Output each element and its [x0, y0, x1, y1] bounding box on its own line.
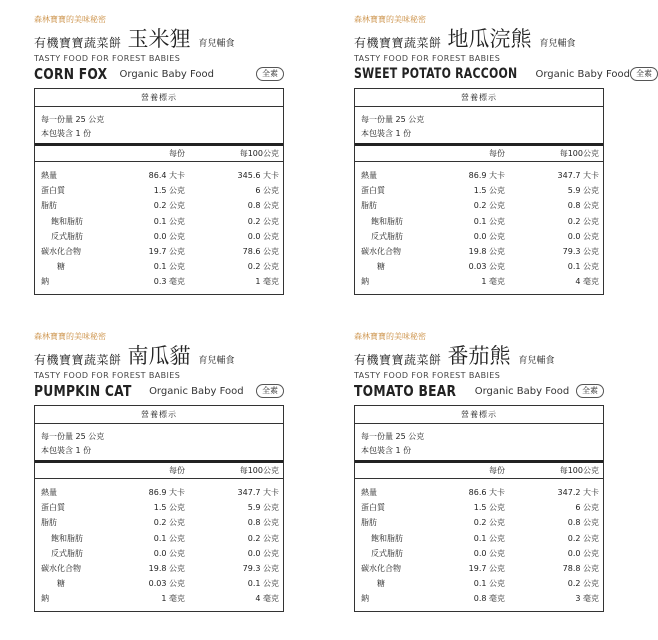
per-100g-value: 0.0 公克 [567, 548, 599, 558]
per-100g-value: 79.3 公克 [562, 246, 599, 256]
per-serving-value: 19.7 公克 [148, 246, 185, 256]
nutrient-name: 蛋白質 [41, 186, 65, 196]
column-header [35, 146, 283, 162]
per-serving-value: 1.5 公克 [473, 186, 505, 196]
per-100g-value: 0.8 公克 [247, 518, 279, 528]
nutrient-row [355, 531, 603, 546]
per-100g-value: 0.0 公克 [247, 548, 279, 558]
nutrient-name: 脂肪 [361, 201, 377, 211]
nutrient-row [355, 214, 603, 229]
tasty-line: TASTY FOOD FOR FOREST BABIES [354, 54, 501, 63]
per-serving-value: 0.03 公克 [468, 262, 505, 272]
nutrient-name: 蛋白質 [41, 503, 65, 513]
per-serving-value: 1 毫克 [161, 594, 185, 604]
servings-per-pack: 本包裝含 1 份 [41, 129, 92, 138]
vegan-badge: 全素 [576, 384, 604, 398]
per-100g-value: 0.0 公克 [567, 231, 599, 241]
nutrition-table [354, 88, 604, 295]
tagline: 森林寶寶的美味秘密 [354, 332, 426, 341]
english-row [34, 64, 284, 84]
nutrient-name: 飽和脂肪 [371, 533, 403, 543]
per-serving-value: 0.2 公克 [473, 201, 505, 211]
column-header [355, 463, 603, 479]
nutrient-name: 碳水化合物 [361, 246, 401, 256]
nutrient-name: 飽和脂肪 [51, 533, 83, 543]
per-serving-value: 0.1 公克 [153, 262, 185, 272]
per-serving-value: 1.5 公克 [153, 503, 185, 513]
nutrition-table [354, 405, 604, 612]
product-panel [34, 14, 284, 295]
nutrient-row [35, 183, 283, 198]
product-panel [354, 14, 652, 295]
serving-size: 每一份量 25 公克 [361, 115, 425, 124]
per-100g-value: 1 毫克 [255, 277, 279, 287]
per-100g-value: 78.6 公克 [242, 246, 279, 256]
nutrient-name: 反式脂肪 [371, 548, 403, 558]
english-name: SWEET POTATO RACCOON [354, 66, 518, 82]
serving-info [35, 424, 283, 460]
title-main: 有機寶寶蔬菜餅 [34, 353, 122, 367]
nutrient-name: 蛋白質 [361, 503, 385, 513]
per-serving-value: 0.0 公克 [473, 231, 505, 241]
per-100g-value: 0.2 公克 [567, 533, 599, 543]
product-name: 玉米狸 [127, 27, 191, 51]
english-name: TOMATO BEAR [354, 382, 457, 400]
title-row [34, 25, 284, 51]
nutrient-row [35, 576, 283, 591]
per-serving-value: 0.0 公克 [473, 548, 505, 558]
nutrient-rows [355, 479, 603, 611]
col-per-100g: 每100公克 [239, 149, 279, 158]
per-serving-value: 0.1 公克 [153, 533, 185, 543]
nutrient-row [35, 531, 283, 546]
title-main: 有機寶寶蔬菜餅 [354, 353, 442, 367]
nutrient-name: 飽和脂肪 [371, 216, 403, 226]
nutrition-title: 營養標示 [355, 89, 603, 107]
vegan-badge: 全素 [256, 384, 284, 398]
per-100g-value: 4 毫克 [255, 594, 279, 604]
nutrient-row [35, 168, 283, 183]
per-serving-value: 86.4 大卡 [148, 171, 185, 180]
per-100g-value: 3 毫克 [575, 594, 599, 604]
per-100g-value: 0.2 公克 [247, 533, 279, 543]
organic-label: Organic Baby Food [149, 385, 244, 397]
col-per-100g: 每100公克 [559, 466, 599, 475]
product-panel [354, 331, 604, 612]
tagline: 森林寶寶的美味秘密 [34, 15, 106, 24]
col-per-serving: 每份 [489, 466, 505, 475]
nutrient-row [355, 576, 603, 591]
per-serving-value: 0.2 公克 [473, 518, 505, 528]
english-name: CORN FOX [34, 65, 108, 83]
per-100g-value: 78.8 公克 [562, 563, 599, 573]
nutrient-name: 碳水化合物 [361, 563, 401, 573]
nutrition-table [34, 405, 284, 612]
per-serving-value: 19.8 公克 [468, 246, 505, 256]
per-serving-value: 1.5 公克 [473, 503, 505, 513]
nutrient-name: 糖 [377, 262, 385, 272]
per-serving-value: 86.9 大卡 [468, 171, 505, 180]
per-100g-value: 0.1 公克 [567, 262, 599, 272]
per-100g-value: 347.2 大卡 [557, 488, 599, 497]
nutrition-title: 營養標示 [35, 406, 283, 424]
nutrient-row [355, 259, 603, 274]
per-100g-value: 79.3 公克 [242, 563, 279, 573]
per-serving-value: 0.1 公克 [473, 216, 505, 226]
servings-per-pack: 本包裝含 1 份 [361, 446, 412, 455]
nutrient-name: 鈉 [41, 277, 49, 287]
per-100g-value: 0.2 公克 [247, 262, 279, 272]
nutrient-row [355, 561, 603, 576]
col-per-serving: 每份 [489, 149, 505, 158]
product-name: 地瓜浣熊 [447, 27, 532, 51]
serving-size: 每一份量 25 公克 [41, 115, 105, 124]
serving-size: 每一份量 25 公克 [361, 432, 425, 441]
per-100g-value: 347.7 大卡 [237, 488, 279, 497]
nutrition-title: 營養標示 [35, 89, 283, 107]
nutrient-row [355, 515, 603, 530]
nutrient-row [355, 274, 603, 289]
per-100g-value: 0.0 公克 [247, 231, 279, 241]
per-100g-value: 0.8 公克 [567, 201, 599, 211]
per-serving-value: 0.0 公克 [153, 548, 185, 558]
per-100g-value: 6 公克 [575, 503, 599, 513]
nutrient-name: 脂肪 [41, 518, 57, 528]
nutrient-name: 反式脂肪 [51, 231, 83, 241]
per-100g-value: 345.6 大卡 [237, 171, 279, 180]
column-header [355, 146, 603, 162]
per-100g-value: 5.9 公克 [567, 186, 599, 196]
serving-info [355, 424, 603, 460]
title-row [354, 342, 604, 368]
product-name: 番茄熊 [447, 344, 511, 368]
nutrient-name: 反式脂肪 [371, 231, 403, 241]
nutrient-row [355, 168, 603, 183]
per-serving-value: 1 毫克 [481, 277, 505, 287]
nutrient-name: 熱量 [361, 488, 377, 497]
tasty-line: TASTY FOOD FOR FOREST BABIES [354, 371, 501, 380]
per-100g-value: 4 毫克 [575, 277, 599, 287]
nutrient-name: 熱量 [41, 488, 57, 497]
nutrient-name: 糖 [57, 262, 65, 272]
nutrient-row [355, 546, 603, 561]
per-100g-value: 347.7 大卡 [557, 171, 599, 180]
per-serving-value: 0.03 公克 [148, 579, 185, 589]
per-serving-value: 0.1 公克 [473, 533, 505, 543]
nutrient-name: 碳水化合物 [41, 246, 81, 256]
tasty-line: TASTY FOOD FOR FOREST BABIES [34, 54, 181, 63]
per-serving-value: 0.1 公克 [473, 579, 505, 589]
nutrient-rows [35, 479, 283, 611]
nutrient-row [35, 198, 283, 213]
nutrition-title: 營養標示 [355, 406, 603, 424]
organic-label: Organic Baby Food [474, 385, 570, 397]
per-serving-value: 0.1 公克 [153, 216, 185, 226]
per-100g-value: 0.2 公克 [567, 579, 599, 589]
nutrient-name: 糖 [57, 579, 65, 589]
nutrient-row [35, 244, 283, 259]
per-serving-value: 19.7 公克 [468, 563, 505, 573]
nutrient-row [35, 229, 283, 244]
col-per-100g: 每100公克 [559, 149, 599, 158]
serving-info [35, 107, 283, 143]
per-100g-value: 6 公克 [255, 186, 279, 196]
servings-per-pack: 本包裝含 1 份 [41, 446, 92, 455]
col-per-100g: 每100公克 [239, 466, 279, 475]
title-row [34, 342, 284, 368]
nutrient-row [35, 561, 283, 576]
nutrition-table [34, 88, 284, 295]
per-serving-value: 0.2 公克 [153, 518, 185, 528]
nutrient-name: 蛋白質 [361, 186, 385, 196]
nutrient-row [35, 546, 283, 561]
nutrient-row [355, 229, 603, 244]
nutrient-name: 鈉 [361, 277, 369, 287]
nutrient-name: 反式脂肪 [51, 548, 83, 558]
nutrient-name: 飽和脂肪 [51, 216, 83, 226]
per-serving-value: 19.8 公克 [148, 563, 185, 573]
nutrient-row [35, 591, 283, 606]
title-main: 有機寶寶蔬菜餅 [354, 36, 442, 50]
nutrient-name: 熱量 [41, 171, 57, 180]
nutrient-row [355, 485, 603, 500]
organic-label: Organic Baby Food [119, 68, 215, 80]
title-main: 有機寶寶蔬菜餅 [34, 36, 122, 50]
nutrient-row [355, 244, 603, 259]
nutrient-row [355, 198, 603, 213]
vegan-badge: 全素 [630, 67, 658, 81]
tasty-line: TASTY FOOD FOR FOREST BABIES [34, 371, 181, 380]
nutrient-row [35, 259, 283, 274]
nutrient-row [355, 183, 603, 198]
product-panel [34, 331, 284, 612]
title-sub: 育兒輔食 [518, 356, 555, 366]
organic-label: Organic Baby Food [535, 68, 630, 80]
serving-info [355, 107, 603, 143]
per-100g-value: 5.9 公克 [247, 503, 279, 513]
english-name: PUMPKIN CAT [34, 382, 132, 400]
per-serving-value: 0.8 毫克 [473, 594, 505, 604]
title-row [354, 25, 604, 51]
english-row [354, 64, 652, 84]
nutrient-name: 脂肪 [41, 201, 57, 211]
title-sub: 育兒輔食 [198, 356, 235, 366]
tagline: 森林寶寶的美味秘密 [34, 332, 106, 341]
nutrient-row [35, 274, 283, 289]
serving-size: 每一份量 25 公克 [41, 432, 105, 441]
english-row [354, 381, 604, 401]
nutrient-row [35, 485, 283, 500]
english-row [34, 381, 284, 401]
tagline: 森林寶寶的美味秘密 [354, 15, 426, 24]
title-sub: 育兒輔食 [198, 39, 235, 49]
per-100g-value: 0.1 公克 [247, 579, 279, 589]
nutrient-name: 鈉 [41, 594, 49, 604]
product-name: 南瓜貓 [127, 344, 191, 368]
nutrient-name: 糖 [377, 579, 385, 589]
per-serving-value: 0.2 公克 [153, 201, 185, 211]
per-100g-value: 0.8 公克 [567, 518, 599, 528]
nutrient-row [35, 214, 283, 229]
per-serving-value: 0.0 公克 [153, 231, 185, 241]
col-per-serving: 每份 [169, 466, 185, 475]
nutrient-row [35, 515, 283, 530]
nutrient-rows [355, 162, 603, 294]
per-serving-value: 86.6 大卡 [468, 488, 505, 497]
nutrient-rows [35, 162, 283, 294]
nutrient-name: 鈉 [361, 594, 369, 604]
nutrient-row [35, 500, 283, 515]
column-header [35, 463, 283, 479]
per-100g-value: 0.8 公克 [247, 201, 279, 211]
per-serving-value: 1.5 公克 [153, 186, 185, 196]
title-sub: 育兒輔食 [539, 39, 576, 49]
per-serving-value: 0.3 毫克 [153, 277, 185, 287]
nutrient-name: 碳水化合物 [41, 563, 81, 573]
nutrient-row [355, 591, 603, 606]
per-100g-value: 0.2 公克 [247, 216, 279, 226]
per-100g-value: 0.2 公克 [567, 216, 599, 226]
nutrient-row [355, 500, 603, 515]
servings-per-pack: 本包裝含 1 份 [361, 129, 412, 138]
per-serving-value: 86.9 大卡 [148, 488, 185, 497]
nutrient-name: 熱量 [361, 171, 377, 180]
vegan-badge: 全素 [256, 67, 284, 81]
col-per-serving: 每份 [169, 149, 185, 158]
nutrient-name: 脂肪 [361, 518, 377, 528]
